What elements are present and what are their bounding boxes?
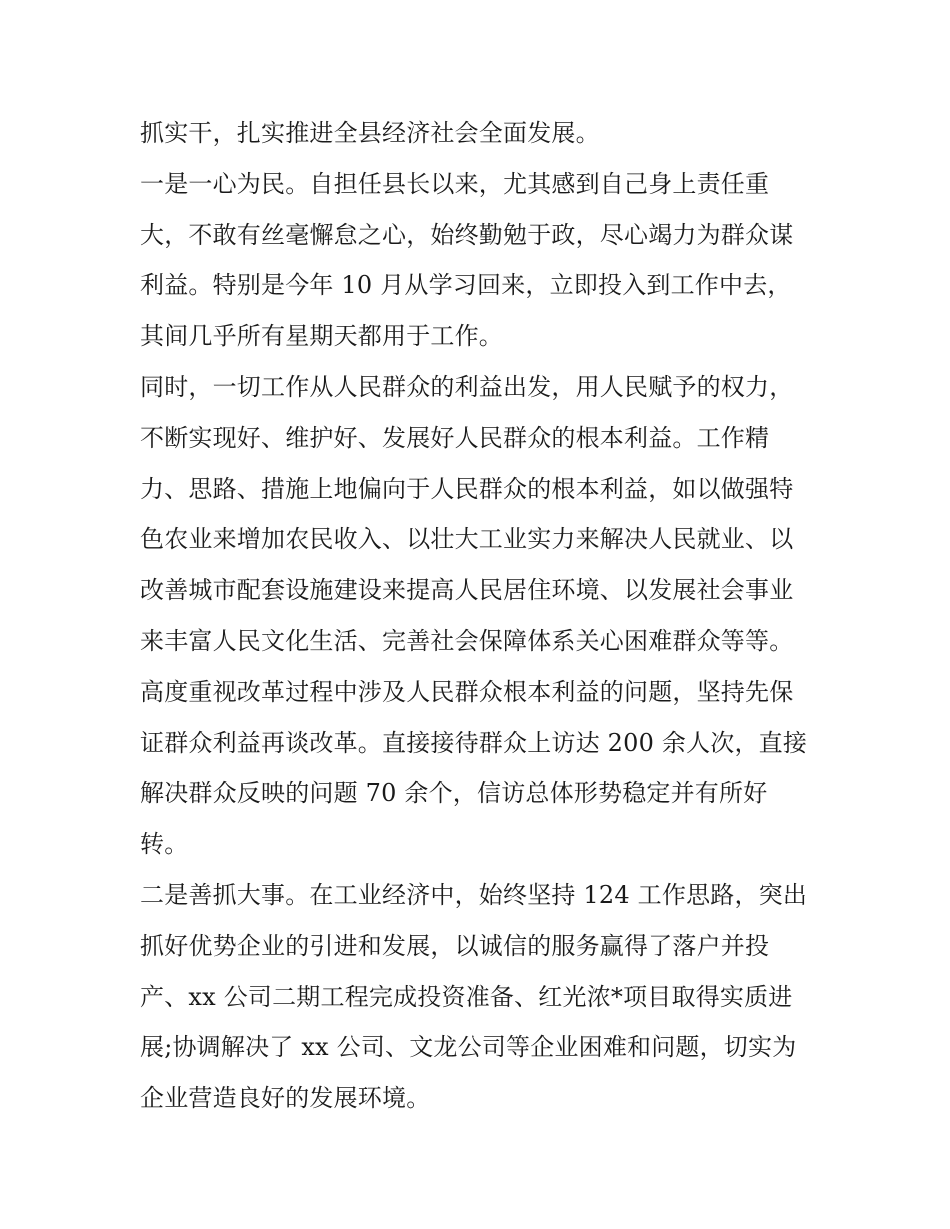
text-line: 利益。特别是今年 10 月从学习回来，立即投入到工作中去，: [140, 271, 792, 300]
text-line: 力、思路、措施上地偏向于人民群众的根本利益，如以做强特: [140, 474, 794, 503]
text-line: 色农业来增加农民收入、以壮大工业实力来解决人民就业、以: [140, 525, 794, 554]
text-line: 来丰富人民文化生活、完善社会保障体系关心困难群众等等。: [140, 626, 794, 655]
body-text: [140, 108, 830, 1124]
text-line: 产、xx 公司二期工程完成投资准备、红光浓*项目取得实质进: [140, 982, 793, 1011]
text-line: 同时，一切工作从人民群众的利益出发，用人民赋予的权力，: [140, 372, 794, 401]
text-line: 二是善抓大事。在工业经济中，始终坚持 124 工作思路，突出: [140, 880, 808, 909]
text-line: 高度重视改革过程中涉及人民群众根本利益的问题，坚持先保: [140, 677, 794, 706]
text-line: 改善城市配套设施建设来提高人民居住环境、以发展社会事业: [140, 576, 794, 605]
text-line: 抓好优势企业的引进和发展，以诚信的服务赢得了落户并投: [140, 931, 770, 960]
text-line: 证群众利益再谈改革。直接接待群众上访达 200 余人次，直接: [140, 728, 808, 757]
text-line: 不断实现好、维护好、发展好人民群众的根本利益。工作精: [140, 423, 770, 452]
text-line: 企业营造良好的发展环境。: [140, 1084, 431, 1113]
text-line: 展;协调解决了 xx 公司、文龙公司等企业困难和问题，切实为: [140, 1033, 797, 1062]
text-line: 一是一心为民。自担任县长以来，尤其感到自己身上责任重: [140, 169, 770, 198]
text-line: 其间几乎所有星期天都用于工作。: [140, 322, 503, 351]
text-line: 抓实干，扎实推进全县经济社会全面发展。: [140, 119, 600, 147]
text-line: 大，不敢有丝毫懈怠之心，始终勤勉于政，尽心竭力为群众谋: [140, 220, 794, 249]
text-line: 解决群众反映的问题 70 余个，信访总体形势稳定并有所好: [140, 779, 768, 808]
text-line: 转。: [140, 830, 189, 859]
